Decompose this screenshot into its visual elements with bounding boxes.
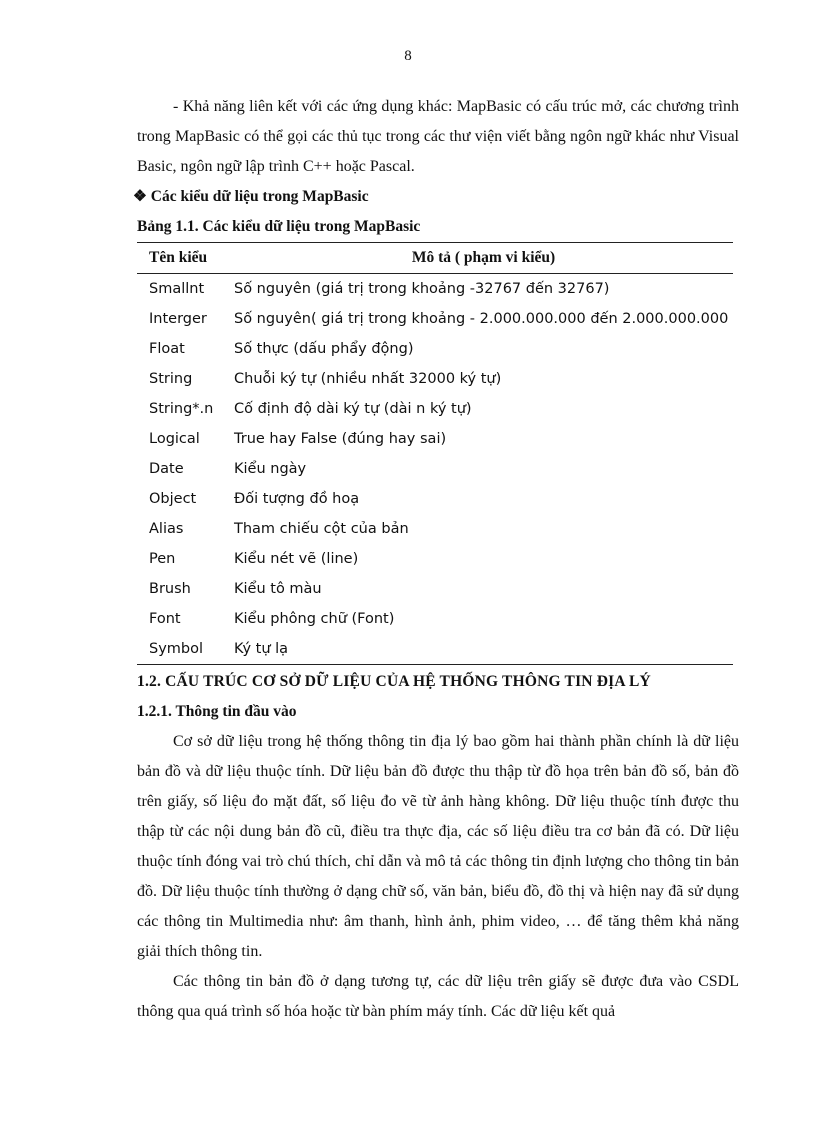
type-name-cell: String*.n	[149, 401, 214, 417]
table-row	[137, 454, 733, 484]
type-name-cell: Interger	[149, 311, 207, 327]
table-header-row	[137, 243, 733, 274]
description-cell: Kiểu tô màu	[234, 581, 322, 597]
table-row	[137, 394, 733, 424]
header-description: Mô tả ( phạm vi kiểu)	[234, 243, 733, 274]
bullet-heading: ❖ Các kiểu dữ liệu trong MapBasic	[133, 188, 369, 205]
document-body	[133, 92, 739, 1027]
type-name-cell: Alias	[149, 521, 184, 537]
table-row	[137, 484, 733, 514]
subsection-heading: 1.2.1. Thông tin đầu vào	[137, 703, 297, 720]
type-name-cell: Smallnt	[149, 281, 205, 297]
type-name-cell: Logical	[149, 431, 200, 447]
table-row	[137, 364, 733, 394]
body-paragraph-2: Các thông tin bản đồ ở dạng tương tự, các dữ liệu trên giấy sẽ được đưa vào CSDL thông qua quá trình số hóa hoặc từ bàn phím máy tính. Các dữ liệu kết quả	[137, 973, 739, 1020]
table-row	[137, 544, 733, 574]
description-cell: True hay False (đúng hay sai)	[234, 431, 447, 447]
intro-paragraph: - Khả năng liên kết với các ứng dụng khác: MapBasic có cấu trúc mở, các chương trình trong MapBasic có thể gọi các thủ tục trong các thư viện viết bằng ngôn ngữ khác như Visual Basic, ngôn ngữ lập trình C++ hoặc Pascal.	[137, 98, 739, 175]
table-row	[137, 514, 733, 544]
description-cell: Kiểu ngày	[234, 461, 307, 477]
type-name-cell: Font	[149, 611, 181, 627]
description-cell: Đối tượng đồ hoạ	[234, 491, 360, 507]
data-types-table	[137, 242, 733, 665]
page-number: 8	[404, 48, 412, 64]
type-name-cell: Float	[149, 341, 185, 357]
type-name-cell: Date	[149, 461, 184, 477]
type-name-cell: Symbol	[137, 634, 234, 665]
type-name-cell: Pen	[149, 551, 176, 567]
type-name-cell: Brush	[149, 581, 191, 597]
description-cell: Số nguyên (giá trị trong khoảng -32767 đến 32767)	[234, 281, 610, 297]
table-title: Bảng 1.1. Các kiểu dữ liệu trong MapBasic	[137, 218, 421, 235]
table-row	[137, 634, 733, 665]
description-cell: Ký tự lạ	[234, 634, 733, 665]
type-name-cell: Object	[149, 491, 197, 507]
body-paragraph-1: Cơ sở dữ liệu trong hệ thống thông tin địa lý bao gồm hai thành phần chính là dữ liệu bản đồ và dữ liệu thuộc tính. Dữ liệu bản đồ được thu thập từ đồ họa trên bản đồ số, bản đồ trên giấy, số liệu đo mặt đất, số liệu đo vẽ từ ảnh hàng không. Dữ liệu thuộc tính được thu thập từ các nội dung bản đồ cũ, điều tra thực địa, các số liệu điều tra cơ bản đã có. Dữ liệu thuộc tính đóng vai trò chú thích, chỉ dẫn và mô tả các thông tin định lượng cho thông tin bản đồ. Dữ liệu thuộc tính thường ở dạng chữ số, văn bản, biểu đồ, đồ thị và hiện nay đã sử dụng các thông tin Multimedia như: âm thanh, hình ảnh, phim video, … để tăng thêm khả năng giải thích thông tin.	[137, 733, 739, 960]
table-row	[137, 574, 733, 604]
header-type-name: Tên kiểu	[137, 243, 234, 274]
description-cell: Kiểu nét vẽ (line)	[234, 551, 359, 567]
description-cell: Tham chiếu cột của bản	[234, 521, 409, 537]
table-row	[137, 424, 733, 454]
description-cell: Cố định độ dài ký tự (dài n ký tự)	[234, 401, 472, 417]
description-cell: Số thực (dấu phẩy động)	[234, 341, 414, 357]
description-cell: Chuỗi ký tự (nhiều nhất 32000 ký tự)	[234, 371, 502, 387]
type-name-cell: String	[149, 371, 193, 387]
table-row	[137, 274, 733, 305]
table-row	[137, 334, 733, 364]
table-row	[137, 304, 733, 334]
table-row	[137, 604, 733, 634]
section-heading: 1.2. CẤU TRÚC CƠ SỞ DỮ LIỆU CỦA HỆ THỐNG THÔNG TIN ĐỊA LÝ	[137, 673, 651, 690]
description-cell: Kiểu phông chữ (Font)	[234, 611, 395, 627]
description-cell: Số nguyên( giá trị trong khoảng - 2.000.000.000 đến 2.000.000.000	[234, 311, 729, 327]
